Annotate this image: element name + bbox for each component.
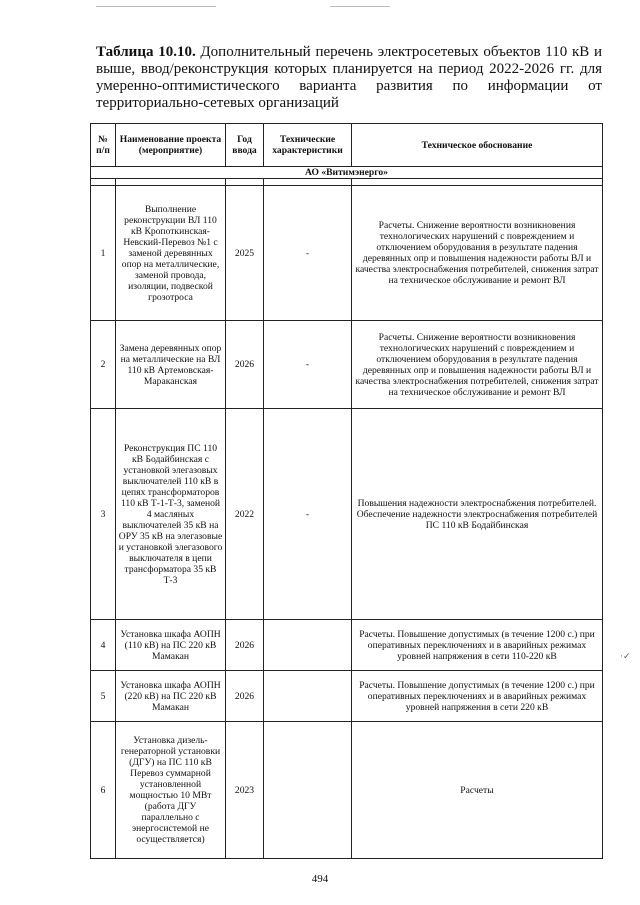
header-year: Год ввода	[226, 124, 264, 167]
row-justification: Расчеты. Снижение вероятности возникновения технологических нарушений с повреждением и отключением оборудования в результате падения деревянных опр и повышения надежности работы ВЛ и качества электроснабжения потребителей, снижения затрат на техническое обслуживание и ремонт ВЛ	[352, 321, 603, 409]
table-row	[91, 671, 603, 722]
row-num: 4	[91, 620, 116, 671]
table-caption	[96, 44, 602, 112]
row-tech: -	[264, 186, 352, 321]
row-name: Реконструкция ПС 110 кВ Бодайбинская с установкой элегазовых выключателей 110 кВ в цепях трансформаторов 110 кВ Т-1-Т-3, заменой 4 масляных выключателей 35 кВ на ОРУ 35 кВ на элегазовые и установкой элегазового выключателя в цепи трансформатора 35 кВ Т-3	[116, 409, 226, 620]
header-name: Наименование проекта (мероприятие)	[116, 124, 226, 167]
table-row	[91, 409, 603, 620]
row-name: Установка дизель-генераторной установки (ДГУ) на ПС 110 кВ Перевоз суммарной установленной мощностью 10 МВт (работа ДГУ параллельно с энергосистемой не осуществляется)	[116, 722, 226, 859]
scan-artifact-line	[96, 6, 216, 7]
header-justification: Техническое обоснование	[352, 124, 603, 167]
row-year: 2026	[226, 321, 264, 409]
row-name: Установка шкафа АОПН (110 кВ) на ПС 220 кВ Мамакан	[116, 620, 226, 671]
page-number: 494	[311, 873, 329, 885]
row-num: 1	[91, 186, 116, 321]
row-justification: Расчеты. Повышение допустимых (в течение 1200 с.) при оперативных переключениях и в аварийных режимах уровней напряжения в сети 110-220 кВ	[352, 620, 603, 671]
scan-artifact-line	[330, 6, 390, 7]
row-tech	[264, 620, 352, 671]
scan-artifact-mark: ·✓	[620, 651, 631, 661]
caption-text: Дополнительный перечень электросетевых объектов 110 кВ и выше, ввод/реконструкция которых планируется на период 2022-2026 гг. для умеренно-оптимистического варианта развития по информации от территориально-сетевых организаций	[96, 44, 602, 111]
row-num: 5	[91, 671, 116, 722]
row-year: 2025	[226, 186, 264, 321]
row-name: Замена деревянных опор на металлические на ВЛ 110 кВ Артемовская-Мараканская	[116, 321, 226, 409]
row-year: 2022	[226, 409, 264, 620]
row-year: 2026	[226, 671, 264, 722]
row-justification: Расчеты	[352, 722, 603, 859]
org-row	[91, 167, 603, 179]
row-tech: -	[264, 321, 352, 409]
table-row	[91, 186, 603, 321]
row-justification: Расчеты. Снижение вероятности возникновения технологических нарушений с повреждением и отключением оборудования в результате падения деревянных опр и повышения надежности работы ВЛ и качества электроснабжения потребителей, снижения затрат на техническое обслуживание и ремонт ВЛ	[352, 186, 603, 321]
row-num: 6	[91, 722, 116, 859]
row-year: 2026	[226, 620, 264, 671]
row-tech	[264, 722, 352, 859]
row-justification: Повышения надежности электроснабжения потребителей. Обеспечение надежности электроснабжения потребителей ПС 110 кВ Бодайбинская	[352, 409, 603, 620]
row-year: 2023	[226, 722, 264, 859]
row-num: 2	[91, 321, 116, 409]
row-name: Выполнение реконструкции ВЛ 110 кВ Кропоткинская-Невский-Перевоз №1 с заменой деревянных опор на металлические, заменой провода, изоляции, подвеской грозотроса	[116, 186, 226, 321]
row-num: 3	[91, 409, 116, 620]
table-row	[91, 321, 603, 409]
row-tech: -	[264, 409, 352, 620]
row-name: Установка шкафа АОПН (220 кВ) на ПС 220 кВ Мамакан	[116, 671, 226, 722]
caption-label: Таблица 10.10.	[96, 44, 196, 60]
header-tech: Технические характеристики	[264, 124, 352, 167]
header-num: № п/п	[91, 124, 116, 167]
row-tech	[264, 671, 352, 722]
org-name: АО «Витимэнерго»	[91, 167, 603, 179]
objects-table	[90, 123, 603, 859]
row-justification: Расчеты. Повышение допустимых (в течение 1200 с.) при оперативных переключениях и в аварийных режимах уровней напряжения в сети 220 кВ	[352, 671, 603, 722]
table-row	[91, 620, 603, 671]
table-header-row	[91, 124, 603, 167]
table-row	[91, 722, 603, 859]
spacer-row	[91, 179, 603, 186]
